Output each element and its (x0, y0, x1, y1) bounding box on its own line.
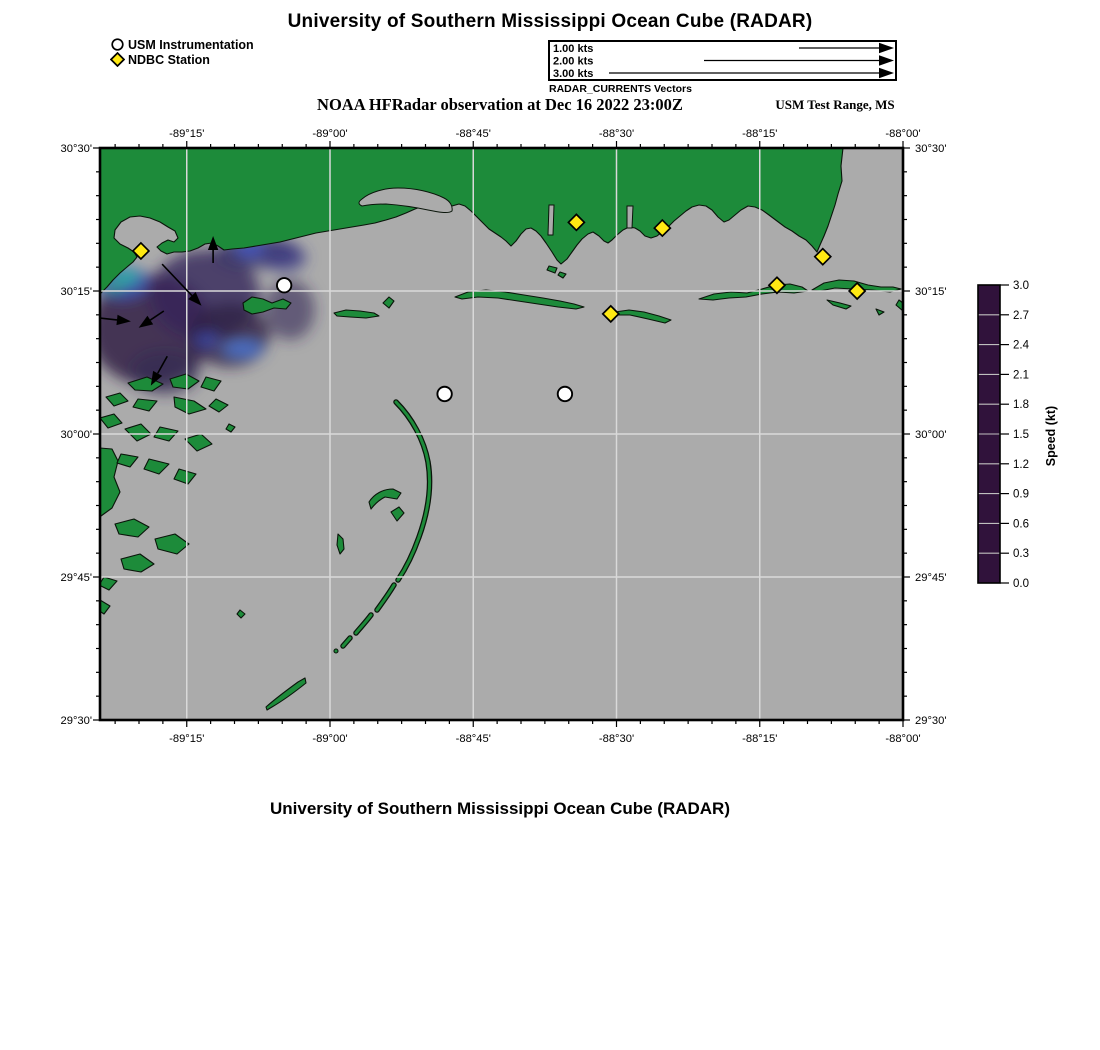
ndbc-diamond-icon (110, 52, 125, 67)
colorbar-axis-label: Speed (kt) (1044, 405, 1058, 467)
axis-tick-label: -88°45' (455, 733, 491, 745)
legend-label-usm: USM Instrumentation (128, 37, 254, 52)
colorbar-tick-label: 1.8 (1013, 399, 1029, 412)
legend-item-ndbc (110, 52, 254, 67)
axis-tick-label: -88°15' (742, 733, 778, 745)
axis-tick-label: -89°15' (169, 128, 205, 140)
legend-label-ndbc: NDBC Station (128, 52, 210, 67)
axis-tick-label: 29°30' (915, 715, 947, 727)
usm-instrumentation-marker (558, 387, 572, 401)
axis-tick-label: 29°45' (60, 572, 92, 584)
colorbar-tick-label: 3.0 (1013, 280, 1029, 292)
usm-circle-icon (110, 37, 125, 52)
axis-tick-label: -88°00' (885, 128, 921, 140)
axis-tick-label: 29°45' (915, 572, 947, 584)
vector-key-label: 1.00 kts (553, 43, 594, 55)
axis-tick-label: -88°45' (455, 128, 491, 140)
axis-tick-label: -89°15' (169, 733, 205, 745)
speed-patch (263, 244, 307, 272)
colorbar-tick-label: 1.5 (1013, 429, 1029, 441)
axis-tick-label: 29°30' (60, 715, 92, 727)
axis-tick-label: -88°30' (598, 128, 635, 140)
figure-title-bottom: University of Southern Mississippi Ocean Cube (RADAR) (269, 799, 730, 818)
axis-tick-label: 30°15' (60, 286, 92, 298)
speed-patch (195, 333, 219, 347)
colorbar-tick-label: 0.6 (1013, 518, 1029, 531)
test-range-label: USM Test Range, MS (775, 97, 895, 112)
colorbar-tick-label: 2.4 (1013, 339, 1029, 352)
axis-tick-label: 30°00' (915, 429, 947, 441)
axis-tick-label: 30°30' (915, 143, 947, 155)
vector-key-caption: RADAR_CURRENTS Vectors (549, 83, 692, 95)
axis-tick-label: 30°15' (915, 286, 947, 298)
map-legend (110, 37, 254, 67)
figure-title-top: University of Southern Mississippi Ocean Cube (RADAR) (287, 11, 813, 32)
axis-tick-label: -89°00' (312, 733, 348, 745)
axis-tick-label: -89°00' (312, 128, 348, 140)
usm-instrumentation-marker (277, 278, 291, 292)
vector-key-box (548, 40, 897, 81)
axis-tick-label: -88°30' (598, 733, 635, 745)
pascagoula-river (627, 206, 633, 228)
axis-tick-label: 30°30' (60, 143, 92, 155)
axis-tick-label: -88°00' (885, 733, 921, 745)
vector-key-label: 2.00 kts (553, 55, 594, 68)
colorbar-tick-label: 0.3 (1013, 548, 1029, 561)
colorbar-tick-label: 2.7 (1013, 309, 1029, 322)
islet (334, 649, 338, 653)
colorbar (978, 280, 1030, 590)
colorbar-tick-label: 0.0 (1013, 578, 1029, 590)
biloxi-channel (548, 205, 554, 235)
legend-item-usm (110, 37, 254, 52)
axis-tick-label: -88°15' (742, 128, 778, 140)
axis-tick-label: 30°00' (60, 429, 92, 441)
colorbar-tick-label: 0.9 (1013, 488, 1029, 501)
colorbar-tick-label: 2.1 (1013, 369, 1029, 382)
colorbar-tick-label: 1.2 (1013, 458, 1029, 471)
speed-patch (223, 342, 263, 356)
usm-instrumentation-marker (437, 387, 451, 401)
vector-key-label: 3.00 kts (553, 68, 594, 80)
map-area (88, 148, 903, 720)
observation-subtitle: NOAA HFRadar observation at Dec 16 2022 23:00Z (317, 95, 683, 114)
